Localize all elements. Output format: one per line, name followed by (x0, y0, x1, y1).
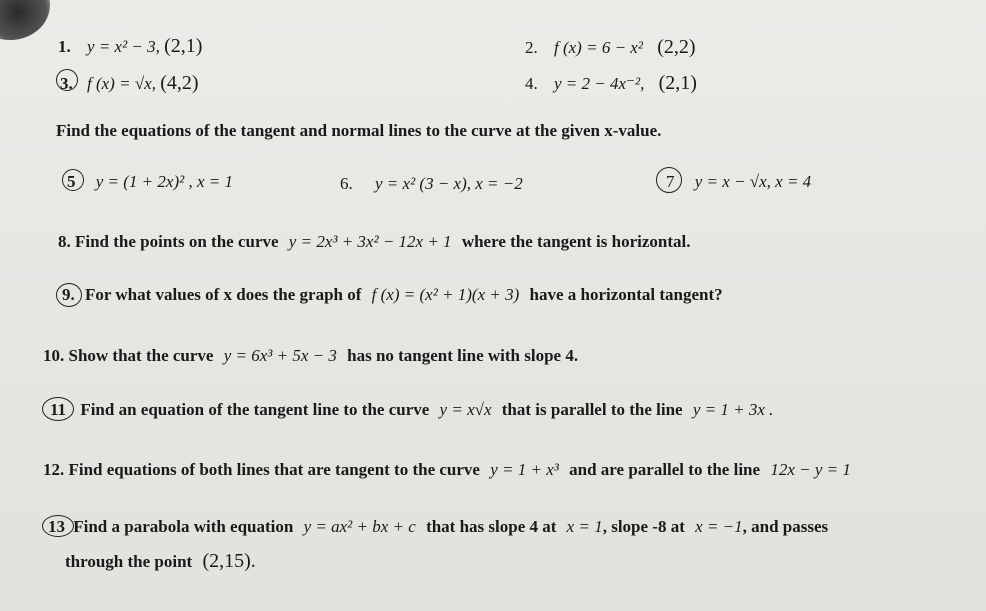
problem-6-number: 6. (340, 174, 353, 193)
problem-5-number: 5 (67, 172, 76, 191)
problem-13-equation: y = ax² + bx + c (303, 517, 416, 536)
problem-11-text-b: that is parallel to the line (501, 400, 683, 419)
problem-13-text-c: , slope -8 at (602, 517, 685, 536)
problem-9-text-a: For what values of x does the graph of (85, 285, 362, 304)
problem-2-number: 2. (525, 38, 538, 57)
problem-13-text-d: , and passes (742, 517, 829, 536)
problem-8-text-b: where the tangent is horizontal. (461, 232, 691, 251)
problem-10-equation: y = 6x³ + 5x − 3 (223, 346, 337, 365)
problem-7 (666, 172, 811, 192)
problem-8-equation: y = 2x³ + 3x² − 12x + 1 (288, 232, 452, 251)
problem-6 (340, 174, 523, 194)
problem-9-number: 9. (62, 285, 75, 304)
problem-3-equation: f (x) = √x, (87, 74, 156, 93)
problem-5 (67, 172, 233, 192)
problem-11-text-a: Find an equation of the tangent line to the curve (80, 400, 430, 419)
problem-6-equation: y = x² (3 − x), x = −2 (375, 174, 523, 193)
problem-10 (43, 346, 578, 366)
problem-5-equation: y = (1 + 2x)² , x = 1 (95, 172, 233, 191)
problem-8 (58, 232, 691, 252)
problem-8-text-a: 8. Find the points on the curve (58, 232, 279, 251)
problem-11 (50, 400, 773, 420)
problem-13-text-e: through the point (65, 552, 193, 571)
problem-13-text-a: Find a parabola with equation (73, 517, 294, 536)
problem-9-text-b: have a horizontal tangent? (529, 285, 723, 304)
problem-13-equation-3: x = −1 (695, 517, 743, 536)
problem-1-equation: y = x² − 3, (87, 37, 160, 56)
problem-10-text-b: has no tangent line with slope 4. (347, 346, 579, 365)
problem-2-equation: f (x) = 6 − x² (554, 38, 643, 57)
problem-7-equation: y = x − √x, x = 4 (694, 172, 812, 191)
instruction-text: Find the equations of the tangent and normal lines to the curve at the given x-value. (56, 121, 662, 140)
problem-4-number: 4. (525, 74, 538, 93)
problem-1-point: (2,1) (164, 35, 203, 57)
problem-1 (58, 35, 202, 58)
problem-13-line-2 (65, 550, 256, 573)
problem-12 (43, 460, 851, 480)
problem-13-equation-2: x = 1 (566, 517, 603, 536)
problem-12-text-a: 12. Find equations of both lines that are tangent to the curve (43, 460, 480, 479)
problem-2 (525, 36, 696, 59)
problem-13-line-1 (48, 517, 828, 537)
problem-11-number: 11 (50, 400, 67, 419)
problem-4-equation: y = 2 − 4x⁻², (554, 74, 645, 93)
problem-7-number: 7 (666, 172, 675, 191)
problem-4-point: (2,1) (658, 72, 697, 94)
problem-9 (62, 285, 723, 305)
problem-4 (525, 72, 697, 95)
problem-3 (60, 72, 199, 95)
problem-13-text-b: that has slope 4 at (426, 517, 557, 536)
problem-11-equation: y = x√x (439, 400, 492, 419)
page-corner-shadow (0, 0, 50, 40)
problem-13-number: 13 (48, 517, 65, 536)
problem-11-equation-2: y = 1 + 3x . (692, 400, 774, 419)
problem-12-equation: y = 1 + x³ (490, 460, 559, 479)
problem-2-point: (2,2) (657, 36, 696, 58)
problem-3-number: 3. (60, 74, 73, 93)
problem-10-text-a: 10. Show that the curve (43, 346, 214, 365)
problem-12-text-b: and are parallel to the line (569, 460, 761, 479)
problem-3-point: (4,2) (160, 72, 199, 94)
problem-13-point: (2,15). (202, 550, 256, 572)
problem-1-number: 1. (58, 37, 71, 56)
problem-9-equation: f (x) = (x² + 1)(x + 3) (371, 285, 520, 304)
problem-12-equation-2: 12x − y = 1 (770, 460, 851, 479)
